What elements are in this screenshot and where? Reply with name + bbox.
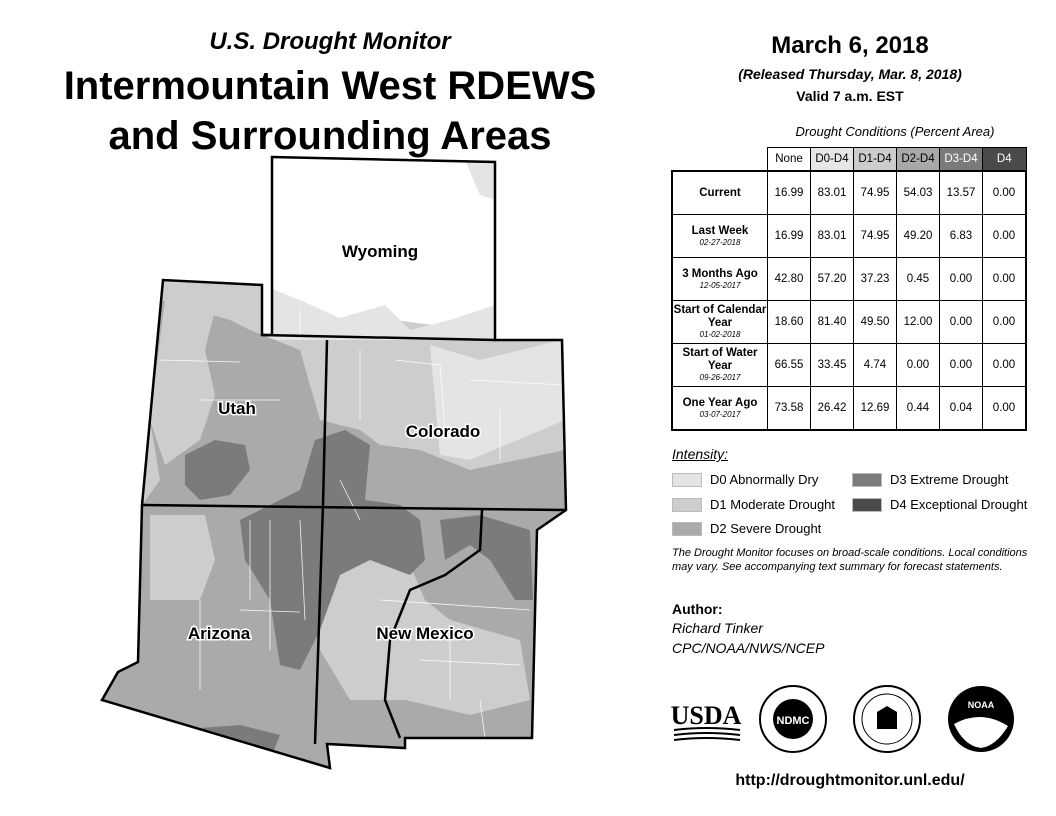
table-cell: 16.99 <box>768 215 811 258</box>
row-label <box>672 258 768 301</box>
legend-label-d3: D3 Extreme Drought <box>890 472 1009 487</box>
table-cell: 73.58 <box>768 387 811 431</box>
state-label-colorado: Colorado <box>405 422 481 441</box>
table-row <box>672 171 1026 215</box>
table-cell: 0.00 <box>983 215 1027 258</box>
row-date: 03-07-2017 <box>699 409 741 419</box>
table-cell: 66.55 <box>768 344 811 387</box>
legend-item-d3 <box>852 472 1009 487</box>
col-d2-d4: D2-D4 <box>897 148 940 172</box>
col-d4: D4 <box>983 148 1027 172</box>
legend-swatch-d3 <box>852 473 882 487</box>
table-cell: 49.50 <box>854 301 897 344</box>
row-label <box>672 387 768 431</box>
drought-conditions-table <box>671 147 1027 431</box>
table-header-row <box>672 148 1026 172</box>
table-cell: 0.00 <box>940 258 983 301</box>
map-date: March 6, 2018 <box>771 32 929 59</box>
col-d0-d4: D0-D4 <box>811 148 854 172</box>
ndmc-logo <box>758 684 828 754</box>
table-row <box>672 215 1026 258</box>
legend-swatch-d0 <box>672 473 702 487</box>
table-cell: 18.60 <box>768 301 811 344</box>
state-label-new-mexico: New Mexico <box>376 624 474 643</box>
legend-swatch-d4 <box>852 498 882 512</box>
author-org: CPC/NOAA/NWS/NCEP <box>672 640 825 656</box>
row-date: 01-02-2018 <box>699 330 741 339</box>
table-row <box>672 301 1026 344</box>
noaa-logo-text: NOAA <box>967 700 995 710</box>
col-d1-d4: D1-D4 <box>854 148 897 172</box>
released-date: (Released Thursday, Mar. 8, 2018) <box>738 66 962 82</box>
table-cell: 54.03 <box>897 171 940 215</box>
row-date: 12-05-2017 <box>699 280 741 290</box>
table-cell: 74.95 <box>854 215 897 258</box>
table-cell: 0.00 <box>940 301 983 344</box>
table-cell: 0.00 <box>983 301 1027 344</box>
disclaimer-note: The Drought Monitor focuses on broad-scale conditions. Local conditions may vary. See accompanying text summary for forecast statements. <box>672 547 1028 573</box>
legend-swatch-d2 <box>672 522 702 536</box>
noaa-logo <box>946 684 1016 754</box>
table-cell: 33.45 <box>811 344 854 387</box>
row-label-text: One Year Ago <box>682 396 758 409</box>
table-caption: Drought Conditions (Percent Area) <box>795 124 995 139</box>
table-cell: 12.69 <box>854 387 897 431</box>
table-row <box>672 258 1026 301</box>
legend-item-d4 <box>852 497 1027 512</box>
title-line2: Intermountain West RDEWS <box>63 64 597 108</box>
col-none: None <box>768 148 811 172</box>
row-label-text: 3 Months Ago <box>682 267 758 280</box>
table-row <box>672 387 1026 431</box>
table-cell: 83.01 <box>811 215 854 258</box>
table-cell: 13.57 <box>940 171 983 215</box>
table-cell: 81.40 <box>811 301 854 344</box>
legend-label-d4: D4 Exceptional Drought <box>890 497 1028 512</box>
drought-map <box>0 150 660 790</box>
table-cell: 49.20 <box>897 215 940 258</box>
commerce-seal-logo <box>852 684 922 754</box>
ndmc-logo-text: NDMC <box>776 715 810 727</box>
row-label-text: Last Week <box>691 224 749 237</box>
row-label <box>672 171 768 215</box>
legend-title: Intensity: <box>672 446 729 462</box>
col-d3-d4: D3-D4 <box>940 148 983 172</box>
row-label <box>672 215 768 258</box>
legend-label-d0: D0 Abnormally Dry <box>710 472 819 487</box>
table-body <box>672 171 1026 430</box>
state-label-arizona: Arizona <box>187 624 251 643</box>
table-cell: 0.00 <box>983 171 1027 215</box>
row-label-text: Current <box>699 186 741 199</box>
title-line1: U.S. Drought Monitor <box>209 28 451 55</box>
state-label-wyoming: Wyoming <box>341 242 419 261</box>
usda-logo-text: USDA <box>670 701 742 730</box>
table-cell: 83.01 <box>811 171 854 215</box>
table-cell: 0.44 <box>897 387 940 431</box>
row-date: 09-26-2017 <box>699 373 741 382</box>
table-cell: 0.00 <box>983 344 1027 387</box>
table-cell: 16.99 <box>768 171 811 215</box>
usda-logo <box>668 690 748 750</box>
table-cell: 6.83 <box>940 215 983 258</box>
legend-label-d2: D2 Severe Drought <box>710 521 822 536</box>
table-cell: 57.20 <box>811 258 854 301</box>
row-label-text: Start of Calendar Year <box>673 304 767 329</box>
valid-time: Valid 7 a.m. EST <box>796 88 904 104</box>
row-label-text: Start of Water Year <box>682 347 758 372</box>
table-cell: 0.04 <box>940 387 983 431</box>
legend-label-d1: D1 Moderate Drought <box>710 497 836 512</box>
table-cell: 12.00 <box>897 301 940 344</box>
website-link[interactable]: http://droughtmonitor.unl.edu/ <box>735 772 965 789</box>
state-label-utah: Utah <box>218 399 256 418</box>
row-label <box>672 301 768 344</box>
legend-item-d1 <box>672 497 835 512</box>
row-label <box>672 344 768 387</box>
table-cell: 0.45 <box>897 258 940 301</box>
legend-item-d0 <box>672 472 818 487</box>
table-cell: 37.23 <box>854 258 897 301</box>
title-line3: and Surrounding Areas <box>108 114 552 158</box>
row-date: 02-27-2018 <box>699 237 741 247</box>
table-cell: 0.00 <box>983 387 1027 431</box>
author-label: Author: <box>672 601 723 617</box>
table-cell: 4.74 <box>854 344 897 387</box>
legend-swatch-d1 <box>672 498 702 512</box>
header-blank <box>672 148 768 172</box>
table-row <box>672 344 1026 387</box>
table-cell: 0.00 <box>983 258 1027 301</box>
table-cell: 42.80 <box>768 258 811 301</box>
table-cell: 26.42 <box>811 387 854 431</box>
table-cell: 0.00 <box>897 344 940 387</box>
table-cell: 74.95 <box>854 171 897 215</box>
table-cell: 0.00 <box>940 344 983 387</box>
author-name: Richard Tinker <box>672 620 763 636</box>
legend-item-d2 <box>672 521 821 536</box>
